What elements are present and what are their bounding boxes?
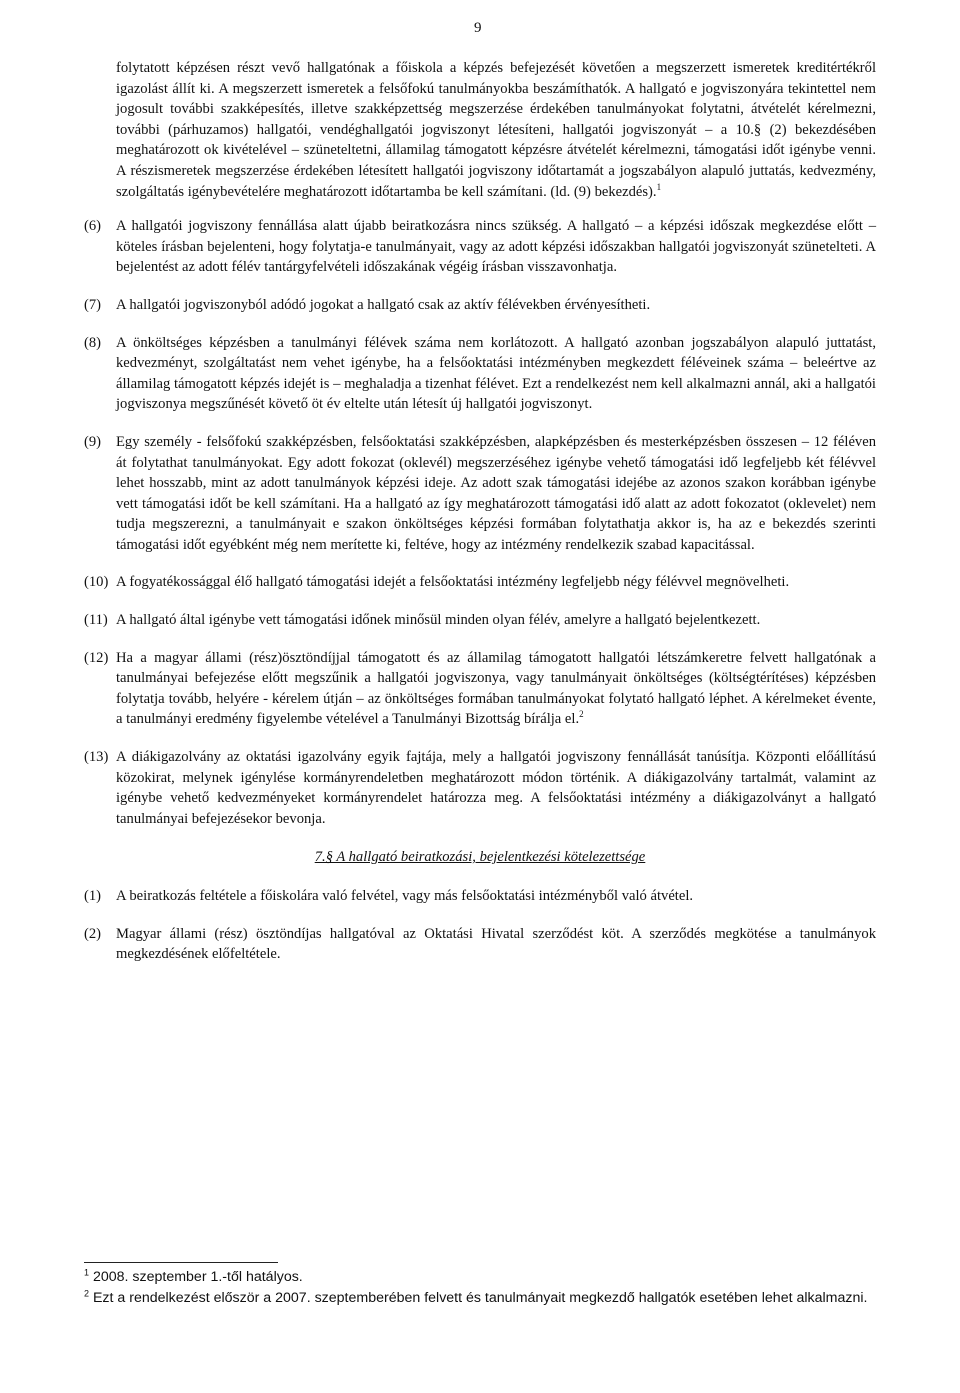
paragraph-text: Egy személy - felsőfokú szakképzésben, felsőoktatási szakképzésben, alapképzésben és mesterképzésben összesen – 12 féléven át folytathat tanulmányokat. Egy adott fokozat (oklevél) megszerzéséhez igénybe vehető támogatási idő legfeljebb két félévvel lehet hosszabb, mint az adott tanulmányok képzési ideje. Az adott szak támogatási idejébe az azonos szakon korábban igénybe vett támogatási időt be kell számítani. Ha a hallgató az így meghatározott támogatási idő alatt az adott fokozatot (oklevelet) nem tudja megszerezni, a tanulmányait e szakon önköltséges képzési formában folytathatja akkor is, ha az e bekezdés szerinti támogatási időt egyébként még nem merítette ki, feltéve, hogy az intézmény rendelkezik szabad kapacitással.	[116, 433, 876, 553]
paragraph-number: (7)	[84, 296, 102, 313]
document-body	[84, 58, 876, 982]
paragraph-text: A fogyatékossággal élő hallgató támogatási idejét a felsőoktatási intézmény legfeljebb négy félévvel megnövelheti.	[116, 574, 790, 591]
section-paragraph-1	[84, 886, 876, 907]
footnote-ref-2: 2	[579, 709, 584, 720]
footnote-divider	[84, 1262, 278, 1263]
section-heading: 7.§ A hallgató beiratkozási, bejelentkezési kötelezettsége	[314, 849, 646, 866]
paragraph-number: (12)	[84, 649, 109, 666]
paragraph-number: (11)	[84, 612, 108, 629]
paragraph-7	[84, 295, 876, 316]
footnote-text: Ezt a rendelkezést először a 2007. szeptemberében felvett és tanulmányait megkezdő hallgatók esetében lehet alkalmazni.	[92, 1289, 868, 1306]
paragraph-number: (10)	[84, 574, 109, 591]
paragraph-13	[84, 747, 876, 829]
page-number: 9	[474, 20, 482, 36]
paragraph-text: A hallgatói jogviszony fennállása alatt újabb beiratkozásra nincs szükség. A hallgató – a képzési időszak megkezdése előtt – köteles írásban bejelenteni, hogy folytatja-e tanulmányait, vagy az adott képzési időszakban hallgatói jogviszonyát szünetelteti. A bejelentést az adott félév tantárgyfelvételi időszakának végéig írásban visszavonhatja.	[116, 218, 876, 276]
footnote-2	[84, 1289, 884, 1308]
footnote-ref-1: 1	[656, 181, 662, 192]
paragraph-text: A hallgatói jogviszonyból adódó jogokat a hallgató csak az aktív félévekben érvényesítheti.	[116, 296, 651, 313]
paragraph-text: A hallgató által igénybe vett támogatási időnek minősül minden olyan félév, amelyre a hallgató bejelentkezett.	[116, 612, 761, 629]
intro-paragraph	[116, 58, 876, 202]
section-paragraph-2	[84, 924, 876, 965]
paragraph-text: Magyar állami (rész) ösztöndíjas hallgatóval az Oktatási Hivatal szerződést köt. A szerződés megkötése a tanulmányok megkezdésének előfeltétele.	[116, 925, 876, 963]
footnote-number: 1	[84, 1267, 90, 1278]
paragraph-text: A önköltséges képzésben a tanulmányi félévek száma nem korlátozott. A hallgató azonban jogszabályon alapuló juttatást, kedvezményt, szolgáltatást nem vehet igénybe, ha a felsőoktatási intézményben megkezdett féléveinek száma – beleértve az államilag támogatott képzés idejét is – meghaladja a tizenhat félévet. Ezt a rendelkezést nem kell alkalmazni annál, aki a hallgatói jogviszonya megszűnését követő öt év eltelte után létesít új hallgatói jogviszonyt.	[116, 334, 876, 413]
paragraph-11	[84, 610, 876, 631]
paragraph-text: Ha a magyar állami (rész)ösztöndíjjal támogatott és az államilag támogatott hallgatói létszámkeretre felvett hallgatónak a tanulmányai befejezése előtt megszűnik a hallgatói jogviszonya, vagy tanulmányait önköltséges (költségtérítéses) képzésben folytatja tovább, helyére - kérelem útján – az önköltséges formában tanulmányokat folytató hallgató léphet. A kérelmeket évente, a tanulmányi eredmény figyelembe vételével a Tanulmányi Bizottság bírálja el.	[116, 649, 876, 728]
paragraph-number: (13)	[84, 749, 109, 766]
footnote-text: 2008. szeptember 1.-től hatályos.	[92, 1269, 303, 1285]
intro-text: folytatott képzésen részt vevő hallgatónak a főiskola a képzés befejezését követően a megszerzett ismeretek kreditértékről igazolást állít ki. A megszerzett ismeretek a felsőfokú tanulmányokba beszámíthatók. A hallgató e jogviszonyára tekintettel nem jogosult további szakképesítés, illetve szakképzettség megszerzése érdekében tanulmányokat folytatni, átvételét kérelmezni, további (párhuzamos) hallgatói, vendéghallgatói jogviszonyt létesíteni, hallgatói jogviszonyát – a 10.§ (2) bekezdésében meghatározott ok kivételével – szüneteltetni, államilag támogatott képzésre átvételét kérelmezni, támogatási időt igénybe venni. A részismeretek megszerzése érdekében létesített hallgatói jogviszony időtartamát a jogszabályon alapuló juttatás, kedvezmény, szolgáltatás igénybevételére meghatározott időtartamba be kell számítani. (ld. (9) bekezdés).	[116, 60, 876, 200]
paragraph-text: A diákigazolvány az oktatási igazolvány egyik fajtája, mely a hallgatói jogviszony fennállását tanúsítja. Központi előállítású közokirat, melynek igénylése kormányrendeletben meghatározott módon történik. A diákigazolvány tartalmát, valamint az igénybe vehető kedvezményeket kormányrendelet határozza meg. A felsőoktatási intézmény a diákigazolványt a hallgató tanulmányai befejezésekor bevonja.	[116, 749, 876, 827]
paragraph-8	[84, 333, 876, 415]
paragraph-12	[84, 648, 876, 730]
footnote-1	[84, 1268, 884, 1287]
paragraph-number: (6)	[84, 218, 102, 235]
paragraph-number: (2)	[84, 925, 102, 942]
paragraph-9	[84, 432, 876, 556]
paragraph-text-wrapper	[116, 648, 876, 730]
footnotes	[84, 1268, 884, 1309]
footnote-number: 2	[84, 1287, 90, 1298]
paragraph-10	[84, 572, 876, 593]
paragraph-number: (8)	[84, 334, 102, 351]
paragraph-text: A beiratkozás feltétele a főiskolára való felvétel, vagy más felsőoktatási intézményből való átvétel.	[116, 888, 694, 904]
paragraph-number: (1)	[84, 888, 102, 904]
paragraph-number: (9)	[84, 433, 102, 450]
paragraph-6	[84, 216, 876, 278]
